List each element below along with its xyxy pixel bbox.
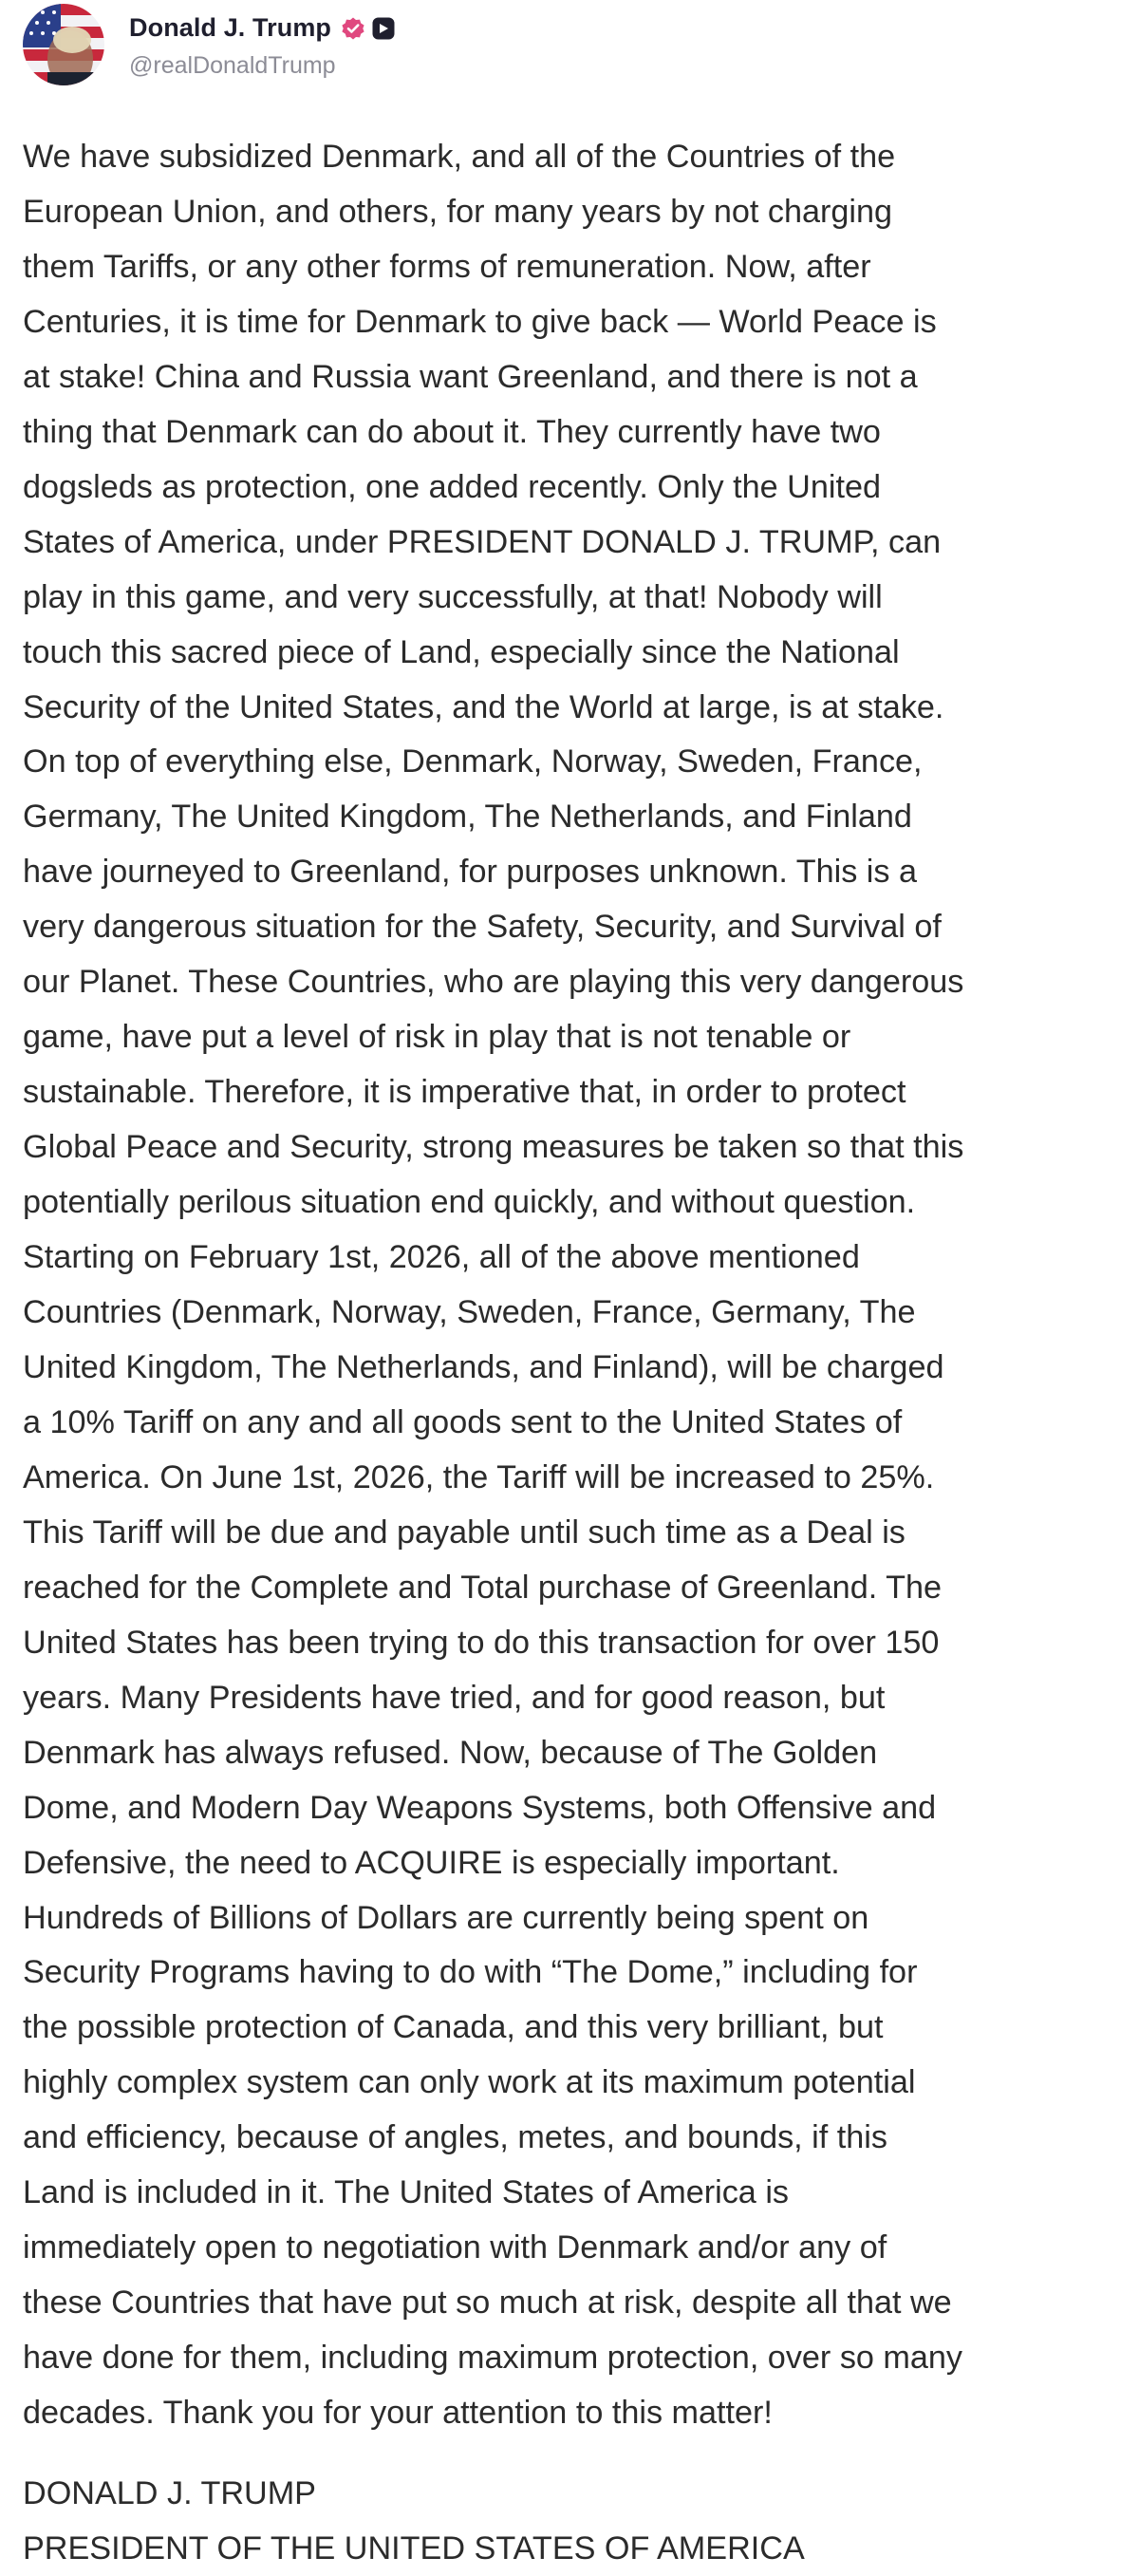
- post-signature: [23, 2466, 1124, 2576]
- affiliate-badge-icon: [371, 16, 396, 41]
- flag-portrait-avatar-icon: [23, 4, 104, 85]
- post-header: [23, 2, 396, 87]
- avatar[interactable]: [23, 4, 104, 85]
- name-row: [129, 10, 396, 47]
- verified-badge-icon: [341, 16, 365, 41]
- post-body-text: We have subsidized Denmark, and all of the Countries of the European Union, and others, for many years by not charging them Tariffs, or any other forms of remuneration. Now, after Centuries, it is time for Denmark to give back — World Peace is at stake! China and Russia want Greenland, and there is not a thing that Denmark can do about it. They currently have two dogsleds as protection, one added recently. Only the United States of America, under PRESIDENT DONALD J. TRUMP, can play in this game, and very successfully, at that! Nobody will touch this sacred piece of Land, especially since the National Security of the United States, and the World at large, is at stake. On top of everything else, Denmark, Norway, Sweden, France, Germany, The United Kingdom, The Netherlands, and Finland have journeyed to Greenland, for purposes unknown. This is a very dangerous situation for the Safety, Security, and Survival of our Planet. These Countries, who are playing this very dangerous game, have put a level of risk in play that is not tenable or sustainable. Therefore, it is imperative that, in order to protect Global Peace and Security, strong measures be taken so that this potentially perilous situation end quickly, and without question. Starting on February 1st, 2026, all of the above mentioned Countries (Denmark, Norway, Sweden, France, Germany, The United Kingdom, The Netherlands, and Finland), will be charged a 10% Tariff on any and all goods sent to the United States of America. On June 1st, 2026, the Tariff will be increased to 25%. This Tariff will be due and payable until such time as a Deal is reached for the Complete and Total purchase of Greenland. The United States has been trying to do this transaction for over 150 years. Many Presidents have tried, and for good reason, but Denmark has always refused. Now, because of The Golden Dome, and Modern Day Weapons Systems, both Offensive and Defensive, the need to ACQUIRE is especially important. Hundreds of Billions of Dollars are currently being spent on Security Programs having to do with “The Dome,” including for the possible protection of Canada, and this very brilliant, but highly complex system can only work at its maximum potential and efficiency, because of angles, metes, and bounds, if this Land is included in it. The United States of America is immediately open to negotiation with Denmark and/or any of these Countries that have put so much at risk, despite all that we have done for them, including maximum protection, over so many decades. Thank you for your attention to this matter!: [23, 139, 964, 2432]
- signature-name: DONALD J. TRUMP: [23, 2475, 316, 2511]
- author-identity: [129, 10, 396, 80]
- author-handle[interactable]: @realDonaldTrump: [129, 51, 336, 79]
- signature-title: PRESIDENT OF THE UNITED STATES OF AMERICA: [23, 2530, 805, 2567]
- display-name[interactable]: Donald J. Trump: [129, 13, 332, 42]
